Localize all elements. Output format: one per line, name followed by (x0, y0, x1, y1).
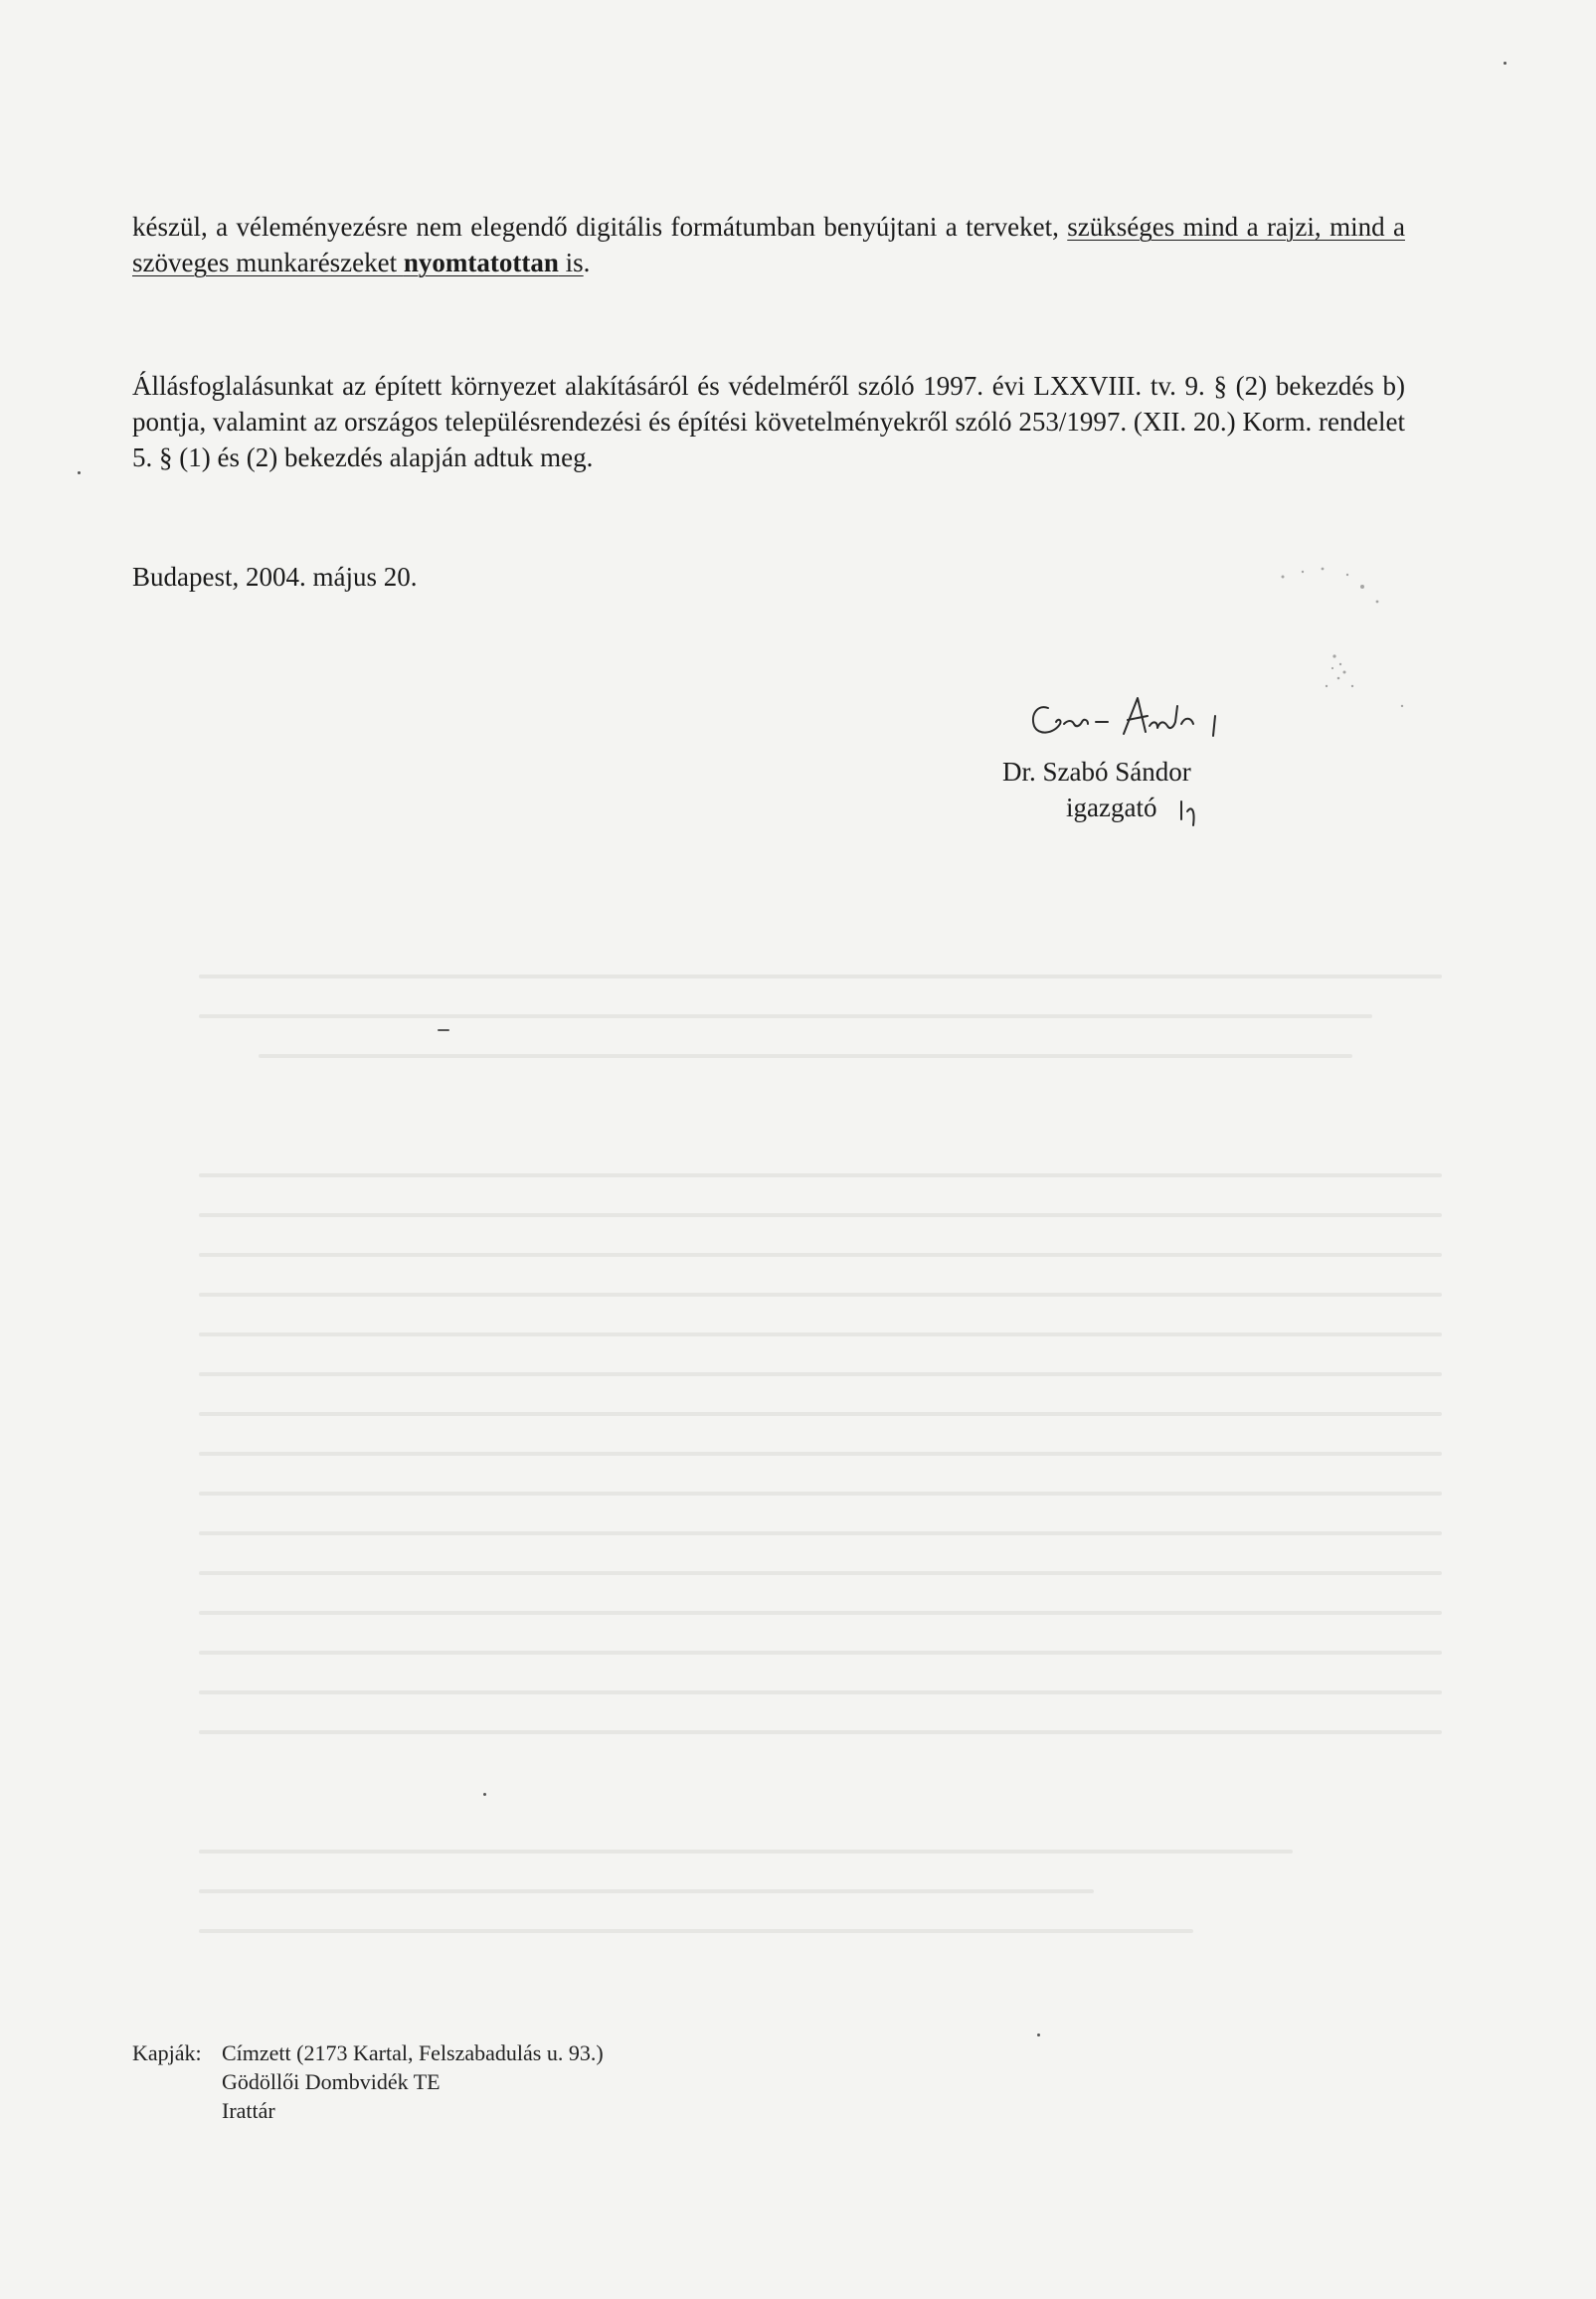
bleed-through-line (199, 1372, 1442, 1376)
bleed-through-line (199, 1452, 1442, 1456)
date-line: Budapest, 2004. május 20. (132, 562, 418, 592)
signature-block (955, 686, 1293, 885)
bleed-through-line (199, 1412, 1442, 1416)
signer-title: igazgató (1066, 793, 1157, 822)
recipients-list (222, 2038, 604, 2125)
bleed-through-line (259, 1054, 1352, 1058)
bleed-through-line (199, 1651, 1442, 1655)
bold-printed-word: nyomtatottan (403, 248, 559, 277)
bleed-through-line (199, 1492, 1442, 1496)
bleed-through-line (199, 1850, 1293, 1854)
signer-name: Dr. Szabó Sándor (1002, 757, 1191, 787)
paragraph1-end: . (583, 248, 591, 277)
scan-speck (78, 471, 81, 474)
bleed-through-line (199, 1213, 1442, 1217)
recipients-label: Kapják: (132, 2040, 202, 2065)
recipient-item: Címzett (2173 Kartal, Felszabadulás u. 93.) (222, 2040, 604, 2065)
bleed-through-line (199, 1014, 1372, 1018)
handwritten-signature (1024, 686, 1263, 756)
scan-speck (1037, 2034, 1040, 2036)
bleed-through-line (199, 1690, 1442, 1694)
bleed-through-line (199, 1571, 1442, 1575)
paragraph-submission-requirement (132, 209, 1405, 280)
bleed-through-line (199, 1173, 1442, 1177)
bleed-through-line (199, 1929, 1193, 1933)
scan-speck (483, 1793, 486, 1796)
handwritten-initial (1177, 797, 1203, 827)
paragraph1-text: készül, a véleményezésre nem elegendő digitális formátumban benyújtani a terveket, (132, 212, 1068, 242)
bleed-through-line (199, 1730, 1442, 1734)
bleed-through-line (199, 1253, 1442, 1257)
underlined-requirement-end: is (558, 248, 584, 277)
bleed-through-line (199, 974, 1442, 978)
underlined-requirement-text: szükséges mind a rajzi, mind a szöveges munkarészeket (132, 212, 1405, 277)
scan-speck (438, 1029, 449, 1031)
paragraph-legal-basis: Állásfoglalásunkat az épített környezet alakításáról és védelméről szóló 1997. évi LXXVIII. tv. 9. § (2) bekezdés b) pontja, valamint az országos településrendezési és építési követelményekről szóló 253/1997. (XII. 20.) Korm. rendelet 5. § (1) és (2) bekezdés alapján adtuk meg. (132, 371, 1405, 472)
bleed-through-line (199, 1332, 1442, 1336)
bleed-through-line (199, 1531, 1442, 1535)
recipient-item: Gödöllői Dombvidék TE (222, 2069, 441, 2094)
scan-speck (1504, 62, 1507, 65)
bleed-through-line (199, 1611, 1442, 1615)
recipient-item: Irattár (222, 2098, 275, 2123)
bleed-through-line (199, 1889, 1094, 1893)
bleed-through-line (199, 1293, 1442, 1297)
